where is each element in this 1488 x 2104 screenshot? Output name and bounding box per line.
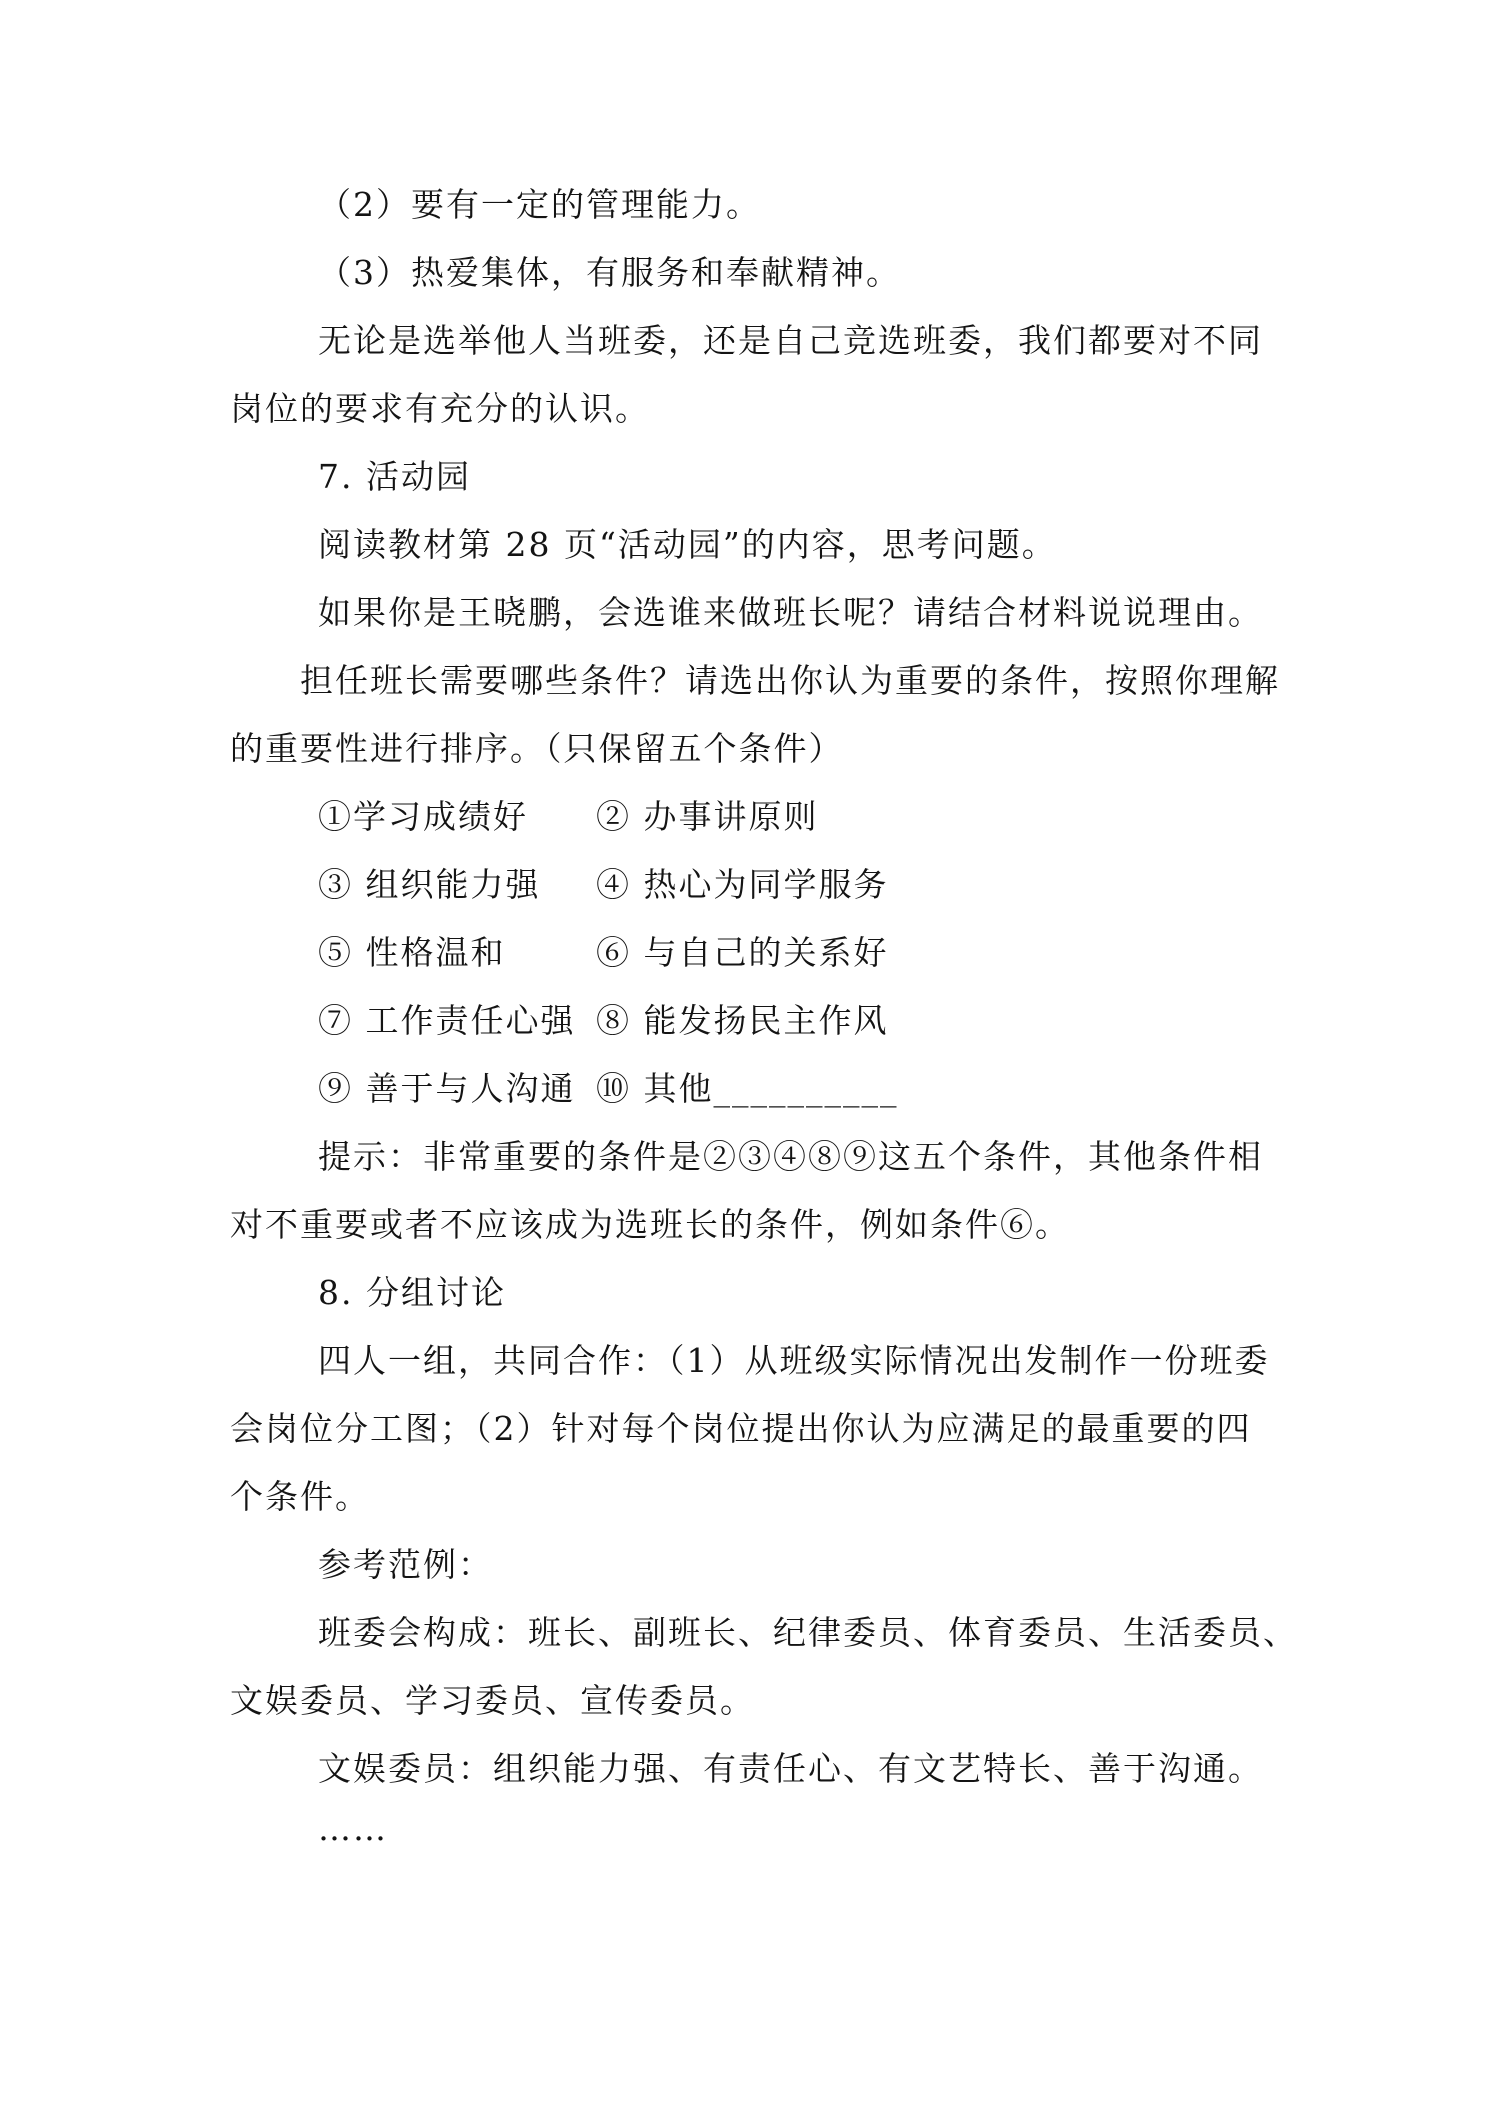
paragraph-line: 会岗位分工图；（2）针对每个岗位提出你认为应满足的最重要的四 <box>230 1409 1252 1448</box>
hint-line: 提示：非常重要的条件是②③④⑧⑨这五个条件，其他条件相 <box>318 1137 1263 1176</box>
section-heading: 8. 分组讨论 <box>318 1273 506 1312</box>
paragraph-line: 班委会构成：班长、副班长、纪律委员、体育委员、生活委员、 <box>318 1613 1298 1652</box>
paragraph-line: （2）要有一定的管理能力。 <box>318 185 761 224</box>
paragraph-line: 无论是选举他人当班委，还是自己竞选班委，我们都要对不同 <box>318 321 1263 360</box>
option-item: ⑦ 工作责任心强 <box>318 1001 576 1040</box>
paragraph-line: 如果你是王晓鹏，会选谁来做班长呢？请结合材料说说理由。 <box>318 593 1263 632</box>
paragraph-line: 个条件。 <box>230 1477 370 1516</box>
paragraph-line: （3）热爱集体，有服务和奉献精神。 <box>318 253 901 292</box>
paragraph-line: 文娱委员、学习委员、宣传委员。 <box>230 1681 755 1720</box>
option-item: ⑩ 其他__________ <box>596 1069 899 1108</box>
paragraph-line: 四人一组，共同合作：（1）从班级实际情况出发制作一份班委 <box>318 1341 1270 1380</box>
option-item: ①学习成绩好 <box>318 797 528 836</box>
option-item: ② 办事讲原则 <box>596 797 819 836</box>
option-item: ③ 组织能力强 <box>318 865 541 904</box>
paragraph-line: 阅读教材第 28 页“活动园”的内容，思考问题。 <box>318 525 1057 564</box>
section-heading: 7. 活动园 <box>318 457 471 496</box>
option-item: ⑤ 性格温和 <box>318 933 506 972</box>
paragraph-line: 的重要性进行排序。（只保留五个条件） <box>230 729 844 768</box>
paragraph-line: 岗位的要求有充分的认识。 <box>230 389 650 428</box>
paragraph-line: 担任班长需要哪些条件？请选出你认为重要的条件，按照你理解 <box>300 661 1280 700</box>
option-item: ④ 热心为同学服务 <box>596 865 889 904</box>
ellipsis: …… <box>318 1809 388 1848</box>
hint-line: 对不重要或者不应该成为选班长的条件，例如条件⑥。 <box>230 1205 1070 1244</box>
option-item: ⑧ 能发扬民主作风 <box>596 1001 889 1040</box>
option-item: ⑨ 善于与人沟通 <box>318 1069 576 1108</box>
paragraph-line: 文娱委员：组织能力强、有责任心、有文艺特长、善于沟通。 <box>318 1749 1263 1788</box>
option-item: ⑥ 与自己的关系好 <box>596 933 889 972</box>
paragraph-line: 参考范例： <box>318 1545 493 1584</box>
